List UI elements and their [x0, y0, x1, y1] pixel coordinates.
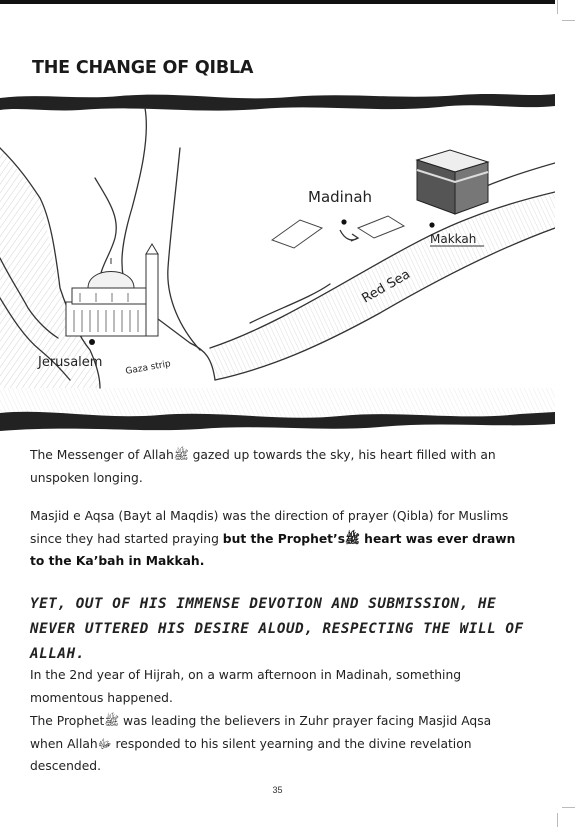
sea-shading [0, 148, 103, 388]
madinah-label: Madinah [308, 188, 373, 206]
makkah-dot [429, 222, 434, 227]
crop-mark [562, 807, 575, 808]
top-border [0, 0, 555, 4]
land-shading [0, 388, 555, 418]
paragraph-3: In the 2nd year of Hijrah, on a warm afternoon in Madinah, something momentous happened. [30, 668, 462, 705]
page-title: THE CHANGE OF QIBLA [32, 58, 254, 78]
paragraph-2-text: Masjid e Aqsa (Bayt al Maqdis) was the direction of prayer (Qibla) for Muslims since they had started praying [30, 509, 509, 546]
makkah-label: Makkah [430, 232, 477, 246]
map-top-edge [0, 94, 555, 111]
crop-mark [557, 813, 558, 827]
direction-arrow [340, 230, 358, 240]
red-sea-label: Red Sea [359, 266, 413, 307]
gaza-label: Gaza strip [124, 359, 172, 377]
madinah-dot [341, 219, 346, 224]
paragraph-4: The Prophetﷺ was leading the believers in Zuhr prayer facing Masjid Aqsa when Allahﷻ responded to his silent yearning and the divine revelation descended. [30, 714, 492, 773]
jerusalem-dot [89, 339, 95, 345]
qibla-map-illustration [0, 88, 555, 438]
crop-mark [557, 0, 558, 14]
pull-quote: YET, OUT OF HIS IMMENSE DEVOTION AND SUBMISSION, HE NEVER UTTERED HIS DESIRE ALOUD, RESPECTING THE WILL OF ALLAH. [30, 596, 524, 662]
paragraph-1: The Messenger of Allahﷺ gazed up towards the sky, his heart filled with an unspoken longing. [30, 448, 496, 485]
page-number: 35 [272, 785, 283, 795]
kaaba-icon [417, 150, 488, 214]
prayer-mat-icons [272, 216, 404, 248]
jerusalem-mosque-icon [66, 244, 158, 336]
paragraph-2-emphasis: but the Prophet’sﷺ heart was ever drawn to the Ka’bah in Makkah. [30, 531, 516, 568]
paragraph-2 [30, 505, 520, 573]
crop-mark [562, 20, 575, 21]
jerusalem-label: Jerusalem [38, 355, 103, 370]
